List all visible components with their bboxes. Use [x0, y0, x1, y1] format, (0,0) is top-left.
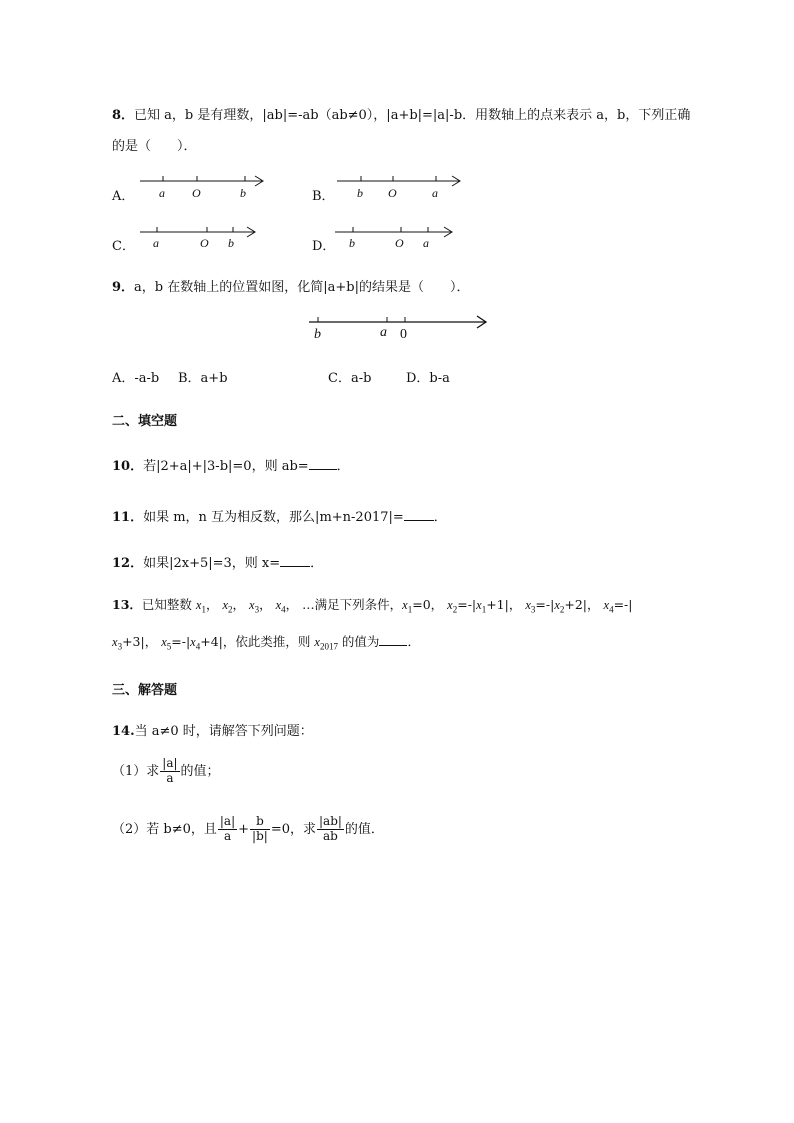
- question-8-line1: [112, 104, 690, 123]
- answer-blank[interactable]: [404, 508, 434, 521]
- answer-blank[interactable]: [309, 457, 337, 470]
- axis-label: b: [349, 236, 355, 250]
- question-12-number: 12．: [112, 556, 144, 571]
- section-title-solve: 三、解答题: [112, 683, 178, 698]
- q8-option-d-letter: D．: [312, 239, 336, 254]
- axis-label: b: [314, 327, 321, 342]
- axis-label: a: [380, 325, 387, 340]
- q8-option-d-number-line: [331, 222, 459, 250]
- question-9: [112, 276, 469, 295]
- q8-option-c-number-line: [136, 222, 262, 250]
- axis-label: b: [357, 186, 363, 200]
- axis-label: b: [228, 236, 234, 250]
- q9-option-c: C．a-b: [328, 371, 372, 386]
- question-11: 11．如果 m，n 互为相反数，那么|m+n-2017|= ．: [112, 510, 447, 525]
- q9-option-a: A．-a-b: [112, 371, 160, 386]
- question-11-text: 如果 m，n 互为相反数，那么|m+n-2017|=: [143, 510, 404, 525]
- question-14-part-1: （1）求 $\frac{|a|}{a}$ 的值；: [112, 756, 220, 785]
- question-9-text: a，b 在数轴上的位置如图，化简|a+b|的结果是（ ）．: [134, 280, 470, 295]
- question-12-text: 如果|2x+5|=3，则 x=: [143, 556, 281, 571]
- axis-label: a: [159, 186, 165, 200]
- q9-number-line: [307, 312, 492, 342]
- axis-label: a: [432, 186, 438, 200]
- axis-label: O: [200, 236, 209, 250]
- answer-blank[interactable]: [379, 633, 407, 646]
- fraction-abs-a-over-a: $\frac{|a|}{a}$: [219, 814, 236, 843]
- axis-label: b: [240, 186, 246, 200]
- question-13-line1: 13．已知整数 $x_1$， $x_2$， $x_3$， $x_4$， …满足下列条件，$x_1=0$， $x_2=-|x_1+1|$， $x_3=-|x_2+2|$， $x_4=-|$: [112, 597, 633, 615]
- q8-option-a-number-line: [136, 172, 270, 200]
- question-14-text: 当 a≠0 时，请解答下列问题：: [134, 724, 313, 739]
- question-10: 10．若|2+a|+|3-b|=0，则 ab= ．: [112, 459, 350, 474]
- question-14: [112, 720, 313, 739]
- fraction-b-over-abs-b: $\frac{b}{|b|}$: [252, 814, 268, 843]
- axis-label: O: [192, 186, 201, 200]
- question-8-line2: 的是（ ）．: [112, 139, 197, 154]
- fraction-abs-a-over-a: $\frac{|a|}{a}$: [162, 756, 178, 785]
- q8-option-b-number-line: [333, 172, 467, 200]
- fraction-abs-ab-over-ab: $\frac{|ab|}{ab}$: [319, 814, 342, 843]
- q9-option-b: B．a+b: [178, 371, 228, 386]
- question-14-part-2: （2）若 b≠0，且 $\frac{|a|}{a}$ + $\frac{b}{|b|}$ =0，求 $\frac{|ab|}{ab}$ 的值．: [112, 814, 384, 843]
- section-title-fill-in: 二、填空题: [112, 414, 178, 429]
- question-9-number: 9．: [112, 280, 135, 295]
- axis-label: O: [395, 236, 404, 250]
- q8-option-a-letter: A．: [112, 189, 135, 204]
- q8-option-b-letter: B．: [312, 189, 335, 204]
- axis-label: a: [423, 236, 429, 250]
- axis-label: O: [388, 186, 397, 200]
- question-8-text: 已知 a，b 是有理数，|ab|=-ab（ab≠0），|a+b|=|a|-b．用数轴上的点来表示 a，b，下列正确: [134, 108, 691, 123]
- axis-label: a: [153, 236, 159, 250]
- q8-option-c-letter: C．: [112, 239, 135, 254]
- question-14-number: 14.: [112, 724, 135, 739]
- question-13-line2: $x_3+3|$， $x_5=-|x_4+4|$，依此类推，则 $x_{2017}$ 的值为 ．: [112, 634, 420, 652]
- answer-blank[interactable]: [280, 554, 310, 567]
- question-12: 12．如果|2x+5|=3，则 x= ．: [112, 556, 324, 571]
- question-10-text: 若|2+a|+|3-b|=0，则 ab=: [143, 459, 309, 474]
- question-13-number: 13．: [112, 597, 142, 612]
- q9-option-d: D．b-a: [406, 371, 450, 386]
- question-10-number: 10．: [112, 459, 144, 474]
- question-11-number: 11．: [112, 510, 144, 525]
- axis-label: 0: [400, 327, 407, 342]
- question-8-number: 8．: [112, 108, 135, 123]
